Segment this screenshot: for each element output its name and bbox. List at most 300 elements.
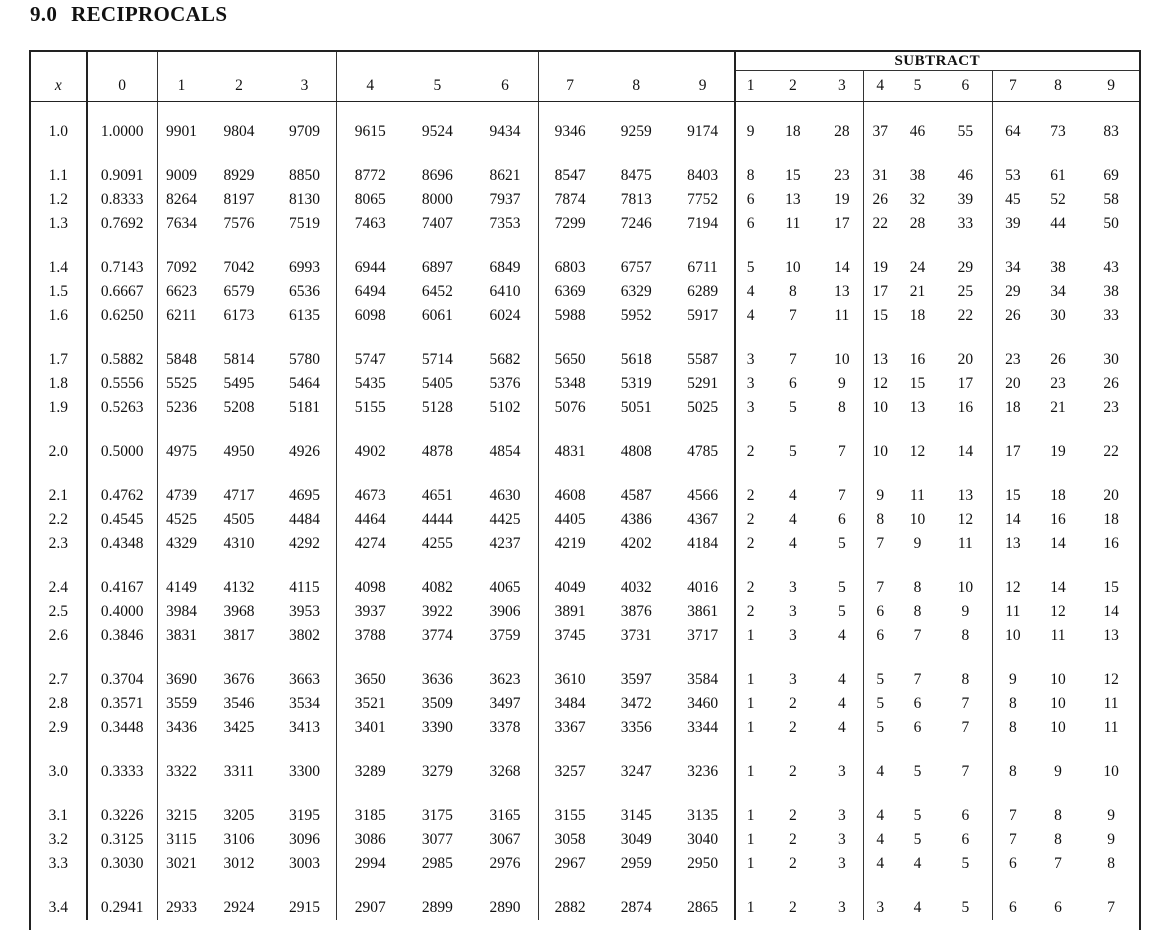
x-value: 1.9 (48, 399, 68, 416)
subtract-cell: 5 (837, 535, 846, 552)
x-column-header: x (31, 71, 87, 102)
digit-header-8: 8 (601, 71, 672, 102)
reciprocal-digit-cell: 5714 (421, 351, 453, 368)
reciprocal-digit-cell: 3636 (421, 671, 453, 688)
spacer-cell (157, 648, 205, 668)
reciprocal-digit-cell: 2959 (620, 855, 652, 872)
subtract-cell: 10 (992, 624, 1033, 648)
reciprocal-value: 0.4167 (87, 576, 158, 600)
group-gap-row (31, 740, 1139, 760)
subtract-cell: 34 (1050, 283, 1066, 300)
subtract-cell: 28 (834, 123, 850, 140)
spacer-cell (403, 556, 471, 576)
subtract-cell: 4 (913, 855, 922, 872)
reciprocal-digit-cell: 3937 (337, 600, 403, 624)
subtract-cell: 38 (909, 167, 926, 184)
subtract-cell: 9 (961, 603, 970, 620)
spacer-cell (273, 420, 337, 440)
spacer-cell (766, 876, 821, 896)
spacer-cell (157, 328, 205, 348)
reciprocal-value: 0.3226 (87, 804, 158, 828)
reciprocal-digit-cell: 7576 (223, 215, 255, 232)
reciprocal-digit-cell: 3788 (337, 624, 403, 648)
reciprocal-digit-cell: 4566 (687, 487, 719, 504)
reciprocal-digit-cell: 6849 (489, 259, 521, 276)
digit-header-9: 9 (672, 71, 735, 102)
reciprocal-digit-cell: 9804 (223, 123, 255, 140)
subtract-cell: 7 (864, 532, 896, 556)
subtract-cell: 31 (864, 164, 896, 188)
spacer-cell (31, 740, 87, 760)
spacer-cell (820, 102, 864, 121)
reciprocal-digit-cell: 3257 (539, 760, 601, 784)
subtract-cell: 4 (864, 804, 896, 828)
spacer-cell (337, 784, 403, 804)
subtract-cell: 7 (992, 804, 1033, 828)
subtract-cell: 6 (864, 600, 896, 624)
spacer-cell (735, 144, 766, 164)
reciprocal-digit-cell: 7407 (421, 215, 453, 232)
subtract-cell: 8 (1054, 807, 1062, 824)
subtract-cell: 14 (1050, 579, 1066, 596)
spacer-cell (735, 876, 766, 896)
subtract-cell: 9 (864, 484, 896, 508)
reciprocal-digit-cell: 4484 (288, 511, 320, 528)
spacer-cell (472, 784, 539, 804)
spacer-cell (939, 236, 992, 256)
reciprocal-digit-cell: 8475 (620, 167, 652, 184)
reciprocal-digit-cell: 5587 (687, 351, 719, 368)
subtract-header-2: 2 (766, 71, 821, 102)
spacer-cell (992, 740, 1033, 760)
subtract-cell: 9 (1107, 807, 1115, 824)
subtract-cell: 39 (957, 191, 974, 208)
reciprocal-digit-cell: 8772 (337, 164, 403, 188)
reciprocal-digit-cell: 6289 (687, 283, 719, 300)
subtract-cell: 9 (992, 668, 1033, 692)
group-gap-row (31, 420, 1139, 440)
spacer-cell (31, 784, 87, 804)
subtract-cell: 2 (789, 807, 797, 824)
spacer-cell (1083, 102, 1139, 121)
subtract-cell: 11 (1103, 719, 1119, 736)
spacer-cell (31, 236, 87, 256)
subtract-cell: 8 (864, 508, 896, 532)
spacer-cell (601, 740, 672, 760)
subtract-cell: 10 (1050, 719, 1066, 736)
spacer-cell (735, 236, 766, 256)
subtract-cell: 12 (1103, 671, 1119, 688)
reciprocal-digit-cell: 6494 (337, 280, 403, 304)
spacer-cell (601, 236, 672, 256)
x-value: 1.0 (48, 123, 68, 140)
reciprocal-digit-cell: 4950 (223, 443, 255, 460)
reciprocal-digit-cell: 3610 (539, 668, 601, 692)
reciprocal-digit-cell: 9174 (687, 123, 719, 140)
table-row (31, 484, 1139, 508)
table-row (31, 440, 1139, 464)
table-row (31, 396, 1139, 420)
reciprocal-value: 0.7143 (87, 256, 158, 280)
subtract-cell: 5 (864, 668, 896, 692)
subtract-cell: 3 (837, 855, 846, 872)
subtract-cell: 18 (1103, 511, 1119, 528)
reciprocal-digit-cell: 3021 (157, 852, 205, 876)
x-value: 3.1 (48, 807, 68, 824)
subtract-cell: 33 (957, 215, 974, 232)
subtract-header-1: 1 (735, 71, 766, 102)
reciprocal-digit-cell: 5747 (337, 348, 403, 372)
subtract-cell: 8 (992, 716, 1033, 740)
subtract-cell: 4 (864, 852, 896, 876)
reciprocal-value: 0.4545 (87, 508, 158, 532)
subtract-cell: 4 (837, 627, 846, 644)
subtract-cell: 2 (789, 855, 797, 872)
reciprocal-digit-cell: 4367 (687, 511, 719, 528)
subtract-cell: 73 (1050, 123, 1066, 140)
reciprocal-digit-cell: 5682 (489, 351, 521, 368)
subtract-cell: 11 (1050, 627, 1066, 644)
subtract-cell: 7 (789, 351, 797, 368)
subtract-cell: 1 (735, 896, 766, 920)
spacer-cell (992, 102, 1033, 121)
spacer-cell (939, 328, 992, 348)
subtract-cell: 30 (1050, 307, 1066, 324)
subtract-header (735, 52, 1139, 71)
reciprocal-digit-cell: 6536 (288, 283, 320, 300)
spacer-cell (939, 102, 992, 121)
reciprocal-value: 0.2941 (87, 896, 158, 920)
reciprocal-digit-cell: 3546 (223, 695, 255, 712)
subtract-cell: 9 (913, 535, 922, 552)
spacer-cell (864, 740, 896, 760)
subtract-cell: 13 (992, 532, 1033, 556)
subtract-cell: 1 (735, 760, 766, 784)
spacer-cell (766, 740, 821, 760)
spacer-cell (31, 102, 87, 121)
reciprocal-digit-cell: 6897 (421, 259, 453, 276)
reciprocal-value: 0.9091 (87, 164, 158, 188)
x-value: 2.5 (48, 603, 68, 620)
subtract-cell: 7 (913, 627, 922, 644)
subtract-cell: 8 (913, 579, 922, 596)
page-title (30, 2, 227, 27)
x-value: 1.8 (48, 375, 68, 392)
subtract-cell: 5 (789, 399, 797, 416)
spacer-cell (939, 556, 992, 576)
subtract-cell: 4 (735, 304, 766, 328)
subtract-cell: 83 (1103, 123, 1119, 140)
reciprocal-digit-cell: 4049 (539, 576, 601, 600)
reciprocal-digit-cell: 4274 (337, 532, 403, 556)
reciprocal-digit-cell: 3891 (539, 600, 601, 624)
spacer-cell (896, 102, 939, 121)
subtract-cell: 8 (735, 164, 766, 188)
spacer-cell (896, 464, 939, 484)
subtract-cell: 18 (785, 123, 801, 140)
reciprocal-digit-cell: 6623 (157, 280, 205, 304)
subtract-cell: 2 (735, 484, 766, 508)
spacer-cell (601, 784, 672, 804)
reciprocal-digit-cell: 3953 (288, 603, 320, 620)
subtract-cell: 8 (789, 283, 797, 300)
reciprocal-digit-cell: 4115 (289, 579, 320, 596)
reciprocal-digit-cell: 4132 (223, 579, 255, 596)
reciprocal-digit-cell: 3185 (337, 804, 403, 828)
reciprocal-digit-cell: 6410 (489, 283, 521, 300)
subtract-cell: 6 (913, 695, 922, 712)
reciprocal-digit-cell: 6211 (157, 304, 205, 328)
reciprocal-digit-cell: 4255 (421, 535, 453, 552)
reciprocal-digit-cell: 3521 (337, 692, 403, 716)
group-gap-row (31, 328, 1139, 348)
reciprocal-digit-cell: 3676 (223, 671, 255, 688)
spacer-cell (601, 876, 672, 896)
reciprocals-table (31, 52, 1139, 920)
subtract-cell: 9 (735, 120, 766, 144)
reciprocal-digit-cell: 3003 (288, 855, 320, 872)
group-gap-row (31, 648, 1139, 668)
subtract-cell: 19 (864, 256, 896, 280)
subtract-cell: 26 (864, 188, 896, 212)
subtract-cell: 5 (913, 763, 922, 780)
reciprocal-digit-cell: 5291 (687, 375, 719, 392)
subtract-cell: 7 (837, 487, 846, 504)
spacer-cell (273, 236, 337, 256)
reciprocal-value: 0.5000 (87, 440, 158, 464)
subtract-cell: 10 (864, 440, 896, 464)
spacer-cell (766, 464, 821, 484)
spacer-cell (205, 740, 272, 760)
spacer-cell (896, 556, 939, 576)
spacer-cell (601, 420, 672, 440)
subtract-cell: 2 (735, 508, 766, 532)
spacer-cell (31, 144, 87, 164)
spacer-cell (87, 328, 158, 348)
spacer-cell (539, 740, 601, 760)
reciprocal-digit-cell: 5814 (223, 351, 255, 368)
reciprocal-digit-cell: 3509 (421, 695, 453, 712)
lead-spacer-row (31, 102, 1139, 121)
reciprocal-digit-cell: 5102 (489, 399, 521, 416)
reciprocal-digit-cell: 3731 (620, 627, 652, 644)
reciprocal-digit-cell: 7353 (489, 215, 521, 232)
subtract-cell: 3 (837, 899, 846, 916)
subtract-cell: 16 (957, 399, 974, 416)
subtract-cell: 24 (909, 259, 926, 276)
spacer-cell (735, 328, 766, 348)
reciprocal-digit-cell: 4219 (539, 532, 601, 556)
spacer-cell (273, 784, 337, 804)
reciprocal-digit-cell: 3425 (223, 719, 255, 736)
reciprocal-digit-cell: 6579 (223, 283, 255, 300)
reciprocal-digit-cell: 5952 (620, 307, 652, 324)
spacer-cell (1083, 464, 1139, 484)
subtract-header-9: 9 (1083, 71, 1139, 102)
subtract-cell: 6 (992, 896, 1033, 920)
reciprocal-digit-cell: 3067 (489, 831, 521, 848)
x-value: 3.0 (48, 763, 68, 780)
spacer-cell (766, 556, 821, 576)
reciprocal-digit-cell: 4505 (223, 511, 255, 528)
spacer-cell (766, 102, 821, 121)
reciprocal-digit-cell: 3717 (687, 627, 719, 644)
subtract-cell: 18 (1050, 487, 1066, 504)
spacer-cell (864, 102, 896, 121)
reciprocal-digit-cell: 4149 (157, 576, 205, 600)
reciprocal-digit-cell: 7042 (223, 259, 255, 276)
subtract-cell: 50 (1103, 215, 1119, 232)
spacer-cell (157, 420, 205, 440)
table-row (31, 164, 1139, 188)
reciprocal-digit-cell: 5155 (337, 396, 403, 420)
spacer-cell (205, 876, 272, 896)
reciprocal-digit-cell: 6369 (539, 280, 601, 304)
reciprocal-digit-cell: 2890 (489, 899, 521, 916)
subtract-cell: 3 (735, 396, 766, 420)
subtract-cell: 14 (1103, 603, 1119, 620)
reciprocal-value: 0.3030 (87, 852, 158, 876)
reciprocal-value: 0.3846 (87, 624, 158, 648)
spacer-cell (864, 328, 896, 348)
subtract-cell: 7 (789, 307, 797, 324)
reciprocal-value: 0.5882 (87, 348, 158, 372)
reciprocal-digit-cell: 4386 (620, 511, 652, 528)
reciprocal-digit-cell: 3058 (539, 828, 601, 852)
table-row (31, 668, 1139, 692)
x-value: 3.3 (48, 855, 68, 872)
spacer-cell (939, 464, 992, 484)
x-value: 2.0 (48, 443, 68, 460)
spacer-cell (766, 236, 821, 256)
subtract-cell: 4 (913, 899, 922, 916)
reciprocal-digit-cell: 6061 (421, 307, 453, 324)
subtract-header-8: 8 (1033, 71, 1083, 102)
reciprocal-digit-cell: 6024 (489, 307, 521, 324)
reciprocal-digit-cell: 2899 (421, 899, 453, 916)
spacer-cell (87, 144, 158, 164)
spacer-cell (735, 740, 766, 760)
subtract-cell: 16 (909, 351, 926, 368)
x-value: 3.2 (48, 831, 68, 848)
reciprocal-digit-cell: 3344 (687, 719, 719, 736)
x-value: 1.7 (48, 351, 68, 368)
subtract-cell: 46 (909, 123, 926, 140)
spacer-cell (157, 464, 205, 484)
subtract-cell: 5 (789, 443, 797, 460)
reciprocal-value: 0.8333 (87, 188, 158, 212)
subtract-cell: 12 (957, 511, 974, 528)
spacer-cell (472, 102, 539, 121)
spacer-cell (273, 464, 337, 484)
reciprocal-digit-cell: 2882 (539, 896, 601, 920)
spacer-cell (992, 556, 1033, 576)
reciprocal-digit-cell: 7246 (620, 215, 652, 232)
subtract-cell: 1 (735, 852, 766, 876)
reciprocal-digit-cell: 8621 (489, 167, 521, 184)
subtract-cell: 29 (957, 259, 974, 276)
subtract-cell: 1 (735, 716, 766, 740)
reciprocal-digit-cell: 3135 (687, 807, 719, 824)
spacer-cell (1033, 740, 1083, 760)
table-row (31, 760, 1139, 784)
subtract-cell: 7 (992, 828, 1033, 852)
spacer-cell (735, 784, 766, 804)
reciprocal-digit-cell: 9009 (157, 164, 205, 188)
subtract-cell: 13 (785, 191, 801, 208)
subtract-cell: 4 (864, 828, 896, 852)
reciprocal-digit-cell: 5025 (687, 399, 719, 416)
subtract-cell: 3 (864, 896, 896, 920)
subtract-cell: 9 (1107, 831, 1115, 848)
subtract-cell: 3 (735, 372, 766, 396)
reciprocal-digit-cell: 3311 (223, 763, 255, 780)
spacer-cell (896, 236, 939, 256)
table-row (31, 532, 1139, 556)
reciprocal-value: 0.3704 (87, 668, 158, 692)
spacer-cell (896, 876, 939, 896)
reciprocal-digit-cell: 5917 (687, 307, 719, 324)
subtract-cell: 5 (961, 899, 970, 916)
reciprocal-digit-cell: 4292 (288, 535, 320, 552)
spacer-cell (205, 420, 272, 440)
reciprocal-digit-cell: 5128 (421, 399, 453, 416)
reciprocal-digit-cell: 6993 (288, 259, 320, 276)
table-row (31, 600, 1139, 624)
reciprocal-digit-cell: 4405 (539, 508, 601, 532)
spacer-cell (539, 102, 601, 121)
spacer-cell (1033, 236, 1083, 256)
subtract-cell: 17 (834, 215, 850, 232)
subtract-cell: 20 (957, 351, 974, 368)
subtract-cell: 22 (864, 212, 896, 236)
table-body (31, 102, 1139, 921)
reciprocal-digit-cell: 3049 (620, 831, 652, 848)
subtract-cell: 5 (864, 716, 896, 740)
subtract-cell: 11 (785, 215, 801, 232)
subtract-cell: 3 (789, 671, 797, 688)
reciprocal-digit-cell: 4237 (489, 535, 521, 552)
subtract-label: SUBTRACT (894, 53, 981, 69)
spacer-cell (87, 420, 158, 440)
subtract-cell: 44 (1050, 215, 1066, 232)
reciprocal-digit-cell: 3236 (687, 763, 719, 780)
subtract-cell: 14 (992, 508, 1033, 532)
spacer-cell (157, 740, 205, 760)
x-value: 2.9 (48, 719, 68, 736)
subtract-cell: 5 (837, 603, 846, 620)
reciprocal-digit-cell: 5208 (223, 399, 255, 416)
spacer-cell (735, 556, 766, 576)
spacer-cell (820, 876, 864, 896)
spacer-cell (1033, 556, 1083, 576)
subtract-cell: 30 (1103, 351, 1119, 368)
reciprocal-value: 0.4762 (87, 484, 158, 508)
subtract-header-4: 4 (864, 71, 896, 102)
reciprocal-digit-cell: 6173 (223, 307, 255, 324)
spacer-cell (672, 420, 735, 440)
spacer-cell (273, 648, 337, 668)
reciprocal-digit-cell: 4016 (687, 579, 719, 596)
spacer-cell (87, 648, 158, 668)
spacer-cell (539, 236, 601, 256)
reciprocal-digit-cell: 8696 (421, 167, 453, 184)
spacer-cell (273, 740, 337, 760)
spacer-cell (539, 420, 601, 440)
spacer-cell (1033, 464, 1083, 484)
subtract-cell: 7 (961, 763, 970, 780)
reciprocal-digit-cell: 5780 (288, 351, 320, 368)
